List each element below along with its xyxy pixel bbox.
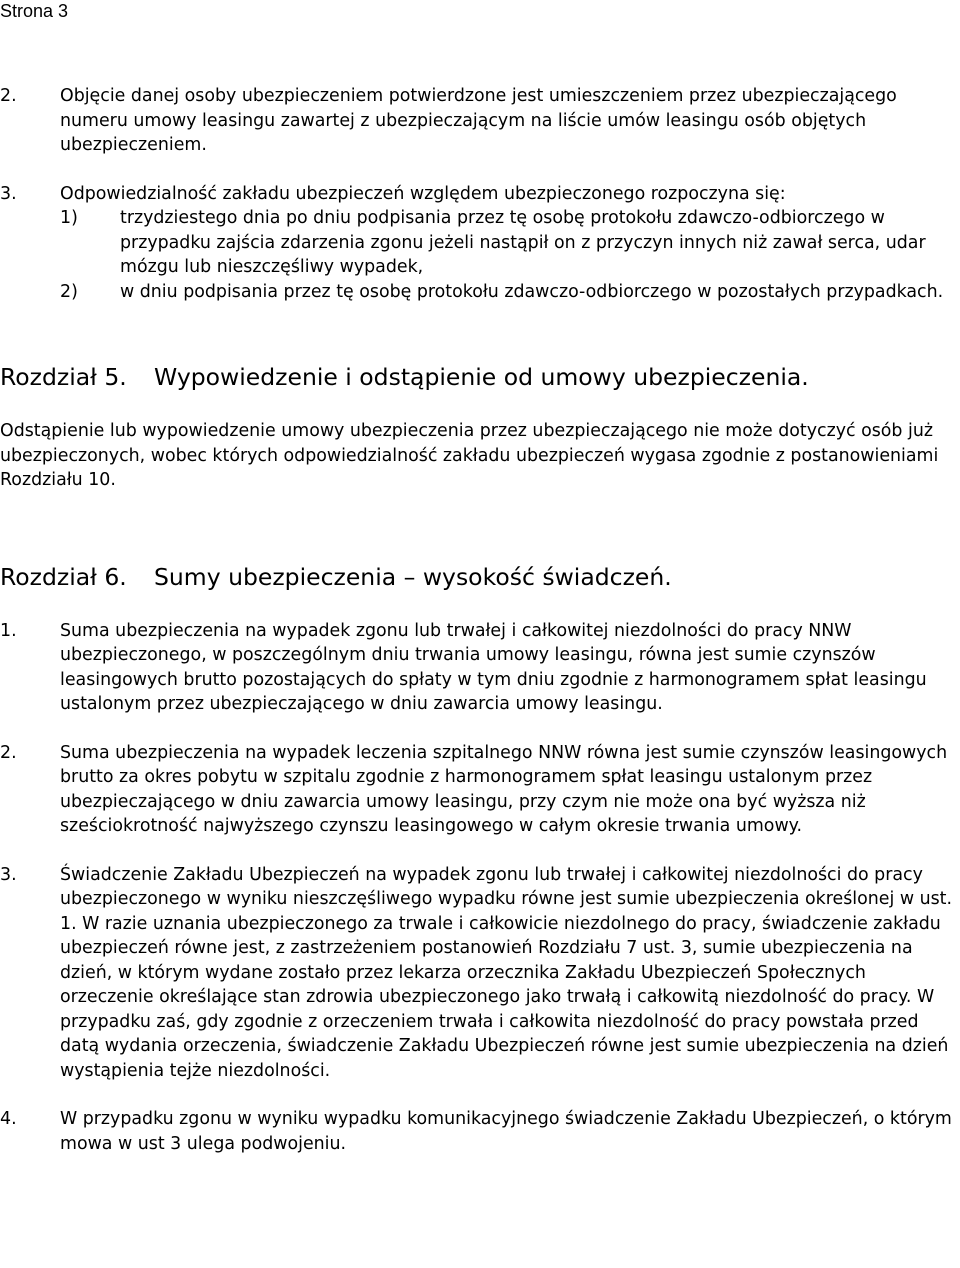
item-number: 3. [0,864,17,885]
item-number: 4. [0,1109,17,1129]
chapter-number: Rozdział 5. [0,363,127,391]
chapter-5-heading [0,362,958,392]
item-text: Świadczenie Zakładu Ubezpieczeń na wypadek zgonu lub trwałej i całkowitej niezdolności do pracy ubezpieczonego w wyniku nieszczęśliwego wypadku równe jest sumie ubezpieczenia określonej w ust. 1. W razie uznania ubezpieczonego za trwale i całkowicie niezdolnego do pracy, świadczenie zakładu ubezpieczeń równe jest, z zastrzeżeniem postanowień Rozdziału 7 ust. 3, sumie ubezpieczenia na dzień, w którym wydane zostało przez lekarza orzecznika Zakładu Ubezpieczeń Społecznych orzeczenie określające stan zdrowia ubezpieczonego jako trwałą i całkowitą niezdolność do pracy. W przypadku zaś, gdy zgodnie z orzeczeniem trwała i całkowita niezdolność do pracy powstała przed datą wydania orzeczenia, świadczenie Zakładu Ubezpieczeń równe jest sumie ubezpieczenia na dzień wystąpienia tejże niezdolności. [60,864,952,1081]
chapter-5-paragraph: Odstąpienie lub wypowiedzenie umowy ubezpieczenia przez ubezpieczającego nie może dotyczyć osób już ubezpieczonych, wobec których odpowiedzialność zakładu ubezpieczeń wygasa zgodnie z postanowieniami Rozdziału 10. [0,421,939,490]
item-text: Odpowiedzialność zakładu ubezpieczeń względem ubezpieczonego rozpoczyna się: [60,183,786,204]
sub-item-number: 1) [60,208,78,228]
chapter-6-item-1 [0,619,958,717]
chapter-6-heading [0,562,958,592]
sub-item-text: trzydziestego dnia po dniu podpisania przez tę osobę protokołu zdawczo-odbiorczego w przypadku zajścia zdarzenia zgonu jeżeli nastąpił on z przyczyn innych niż zawał serca, udar mózgu lub nieszczęśliwy wypadek, [120,208,926,277]
chapter-title: Sumy ubezpieczenia – wysokość świadczeń. [154,562,672,591]
item-text: W przypadku zgonu w wyniku wypadku komunikacyjnego świadczenie Zakładu Ubezpieczeń, o którym mowa w ust 3 ulega podwojeniu. [60,1109,952,1154]
item-number: 1. [0,620,17,641]
page-label: Strona 3 [0,1,69,21]
item-number: 2. [0,86,17,106]
chapter-6-item-4 [0,1107,958,1156]
chapter-6-item-2 [0,741,958,839]
item-number: 2. [0,742,17,763]
section-item-2 [0,84,958,158]
item-text: Objęcie danej osoby ubezpieczeniem potwierdzone jest umieszczeniem przez ubezpieczającego numeru umowy leasingu zawartej z ubezpieczającym na liście umów leasingu osób objętych ubezpieczeniem. [60,86,897,155]
sub-item-text: w dniu podpisania przez tę osobę protokołu zdawczo-odbiorczego w pozostałych przypadkach. [120,281,944,302]
chapter-title: Wypowiedzenie i odstąpienie od umowy ubezpieczenia. [154,363,809,391]
document-body [0,84,958,1156]
item-number: 3. [0,183,17,204]
sub-item-1 [0,206,958,280]
item-text: Suma ubezpieczenia na wypadek leczenia szpitalnego NNW równa jest sumie czynszów leasingowych brutto za okres pobytu w szpitalu zgodnie z harmonogramem spłat leasingu ustalonym przez ubezpieczającego w dniu zawarcia umowy leasingu, przy czym nie może ona być wyższa niż sześciokrotność najwyższego czynszu leasingowego w całym okresie trwania umowy. [60,742,948,836]
item-text: Suma ubezpieczenia na wypadek zgonu lub trwałej i całkowitej niezdolności do pracy NNW ubezpieczonego, w poszczególnym dniu trwania umowy leasingu, równa jest sumie czynszów leasingowych brutto pozostających do spłaty w tym dniu zgodnie z harmonogramem spłat leasingu ustalonym przez ubezpieczającego w dniu zawarcia umowy leasingu. [60,620,927,714]
chapter-number: Rozdział 6. [0,562,127,591]
sub-item-2 [0,280,958,305]
chapter-6-item-3 [0,863,958,1084]
section-item-3 [0,182,958,207]
sub-item-number: 2) [60,281,78,302]
